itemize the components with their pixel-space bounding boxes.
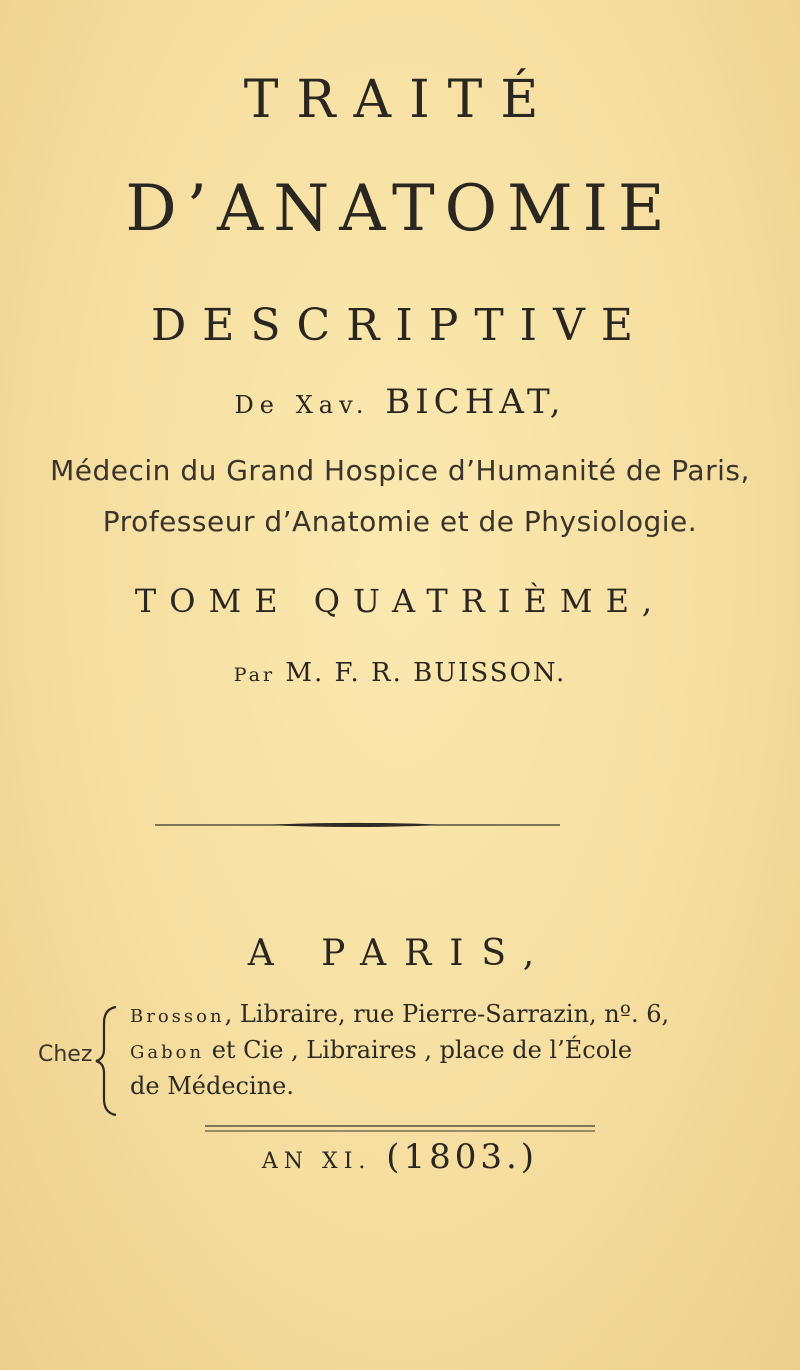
title-line-descriptive: DESCRIPTIVE xyxy=(151,300,649,351)
author-surname: BICHAT, xyxy=(385,382,566,422)
editor-line xyxy=(0,658,800,688)
publisher-name-gabon: Gabon xyxy=(130,1042,205,1063)
publisher-address-1: , Libraire, rue Pierre-Sarrazin, nº. 6, xyxy=(224,1000,670,1028)
title-line-traite: TRAITÉ xyxy=(243,70,557,130)
publisher-line-3: de Médecine. xyxy=(130,1072,294,1100)
double-rule xyxy=(205,1124,595,1134)
chez-label: Chez xyxy=(38,1042,93,1067)
date-an: AN XI. xyxy=(261,1149,372,1174)
date-year: (1803.) xyxy=(386,1137,539,1177)
publisher-address-2: et Cie , Libraires , place de l’École xyxy=(204,1036,633,1064)
author-prefix: De xyxy=(234,391,280,419)
author-qualification-2: Professeur d’Anatomie et de Physiologie. xyxy=(102,505,698,538)
editor-prefix: Par xyxy=(233,664,276,686)
left-brace xyxy=(94,1005,120,1117)
volume-line: TOME QUATRIÈME, xyxy=(134,582,666,620)
publisher-line-1 xyxy=(130,1000,669,1028)
place-line: A PARIS, xyxy=(247,933,553,974)
author-firstname: Xav. xyxy=(295,391,370,419)
author-line xyxy=(0,382,800,422)
author-qualification-1: Médecin du Grand Hospice d’Humanité de Paris, xyxy=(50,454,750,487)
ornamental-rule xyxy=(155,822,560,828)
date-line xyxy=(0,1137,800,1177)
publisher-line-2 xyxy=(130,1036,632,1064)
title-line-anatomie: D’ANATOMIE xyxy=(125,172,675,246)
publisher-name-brosson: Brosson xyxy=(130,1006,225,1027)
editor-name: M. F. R. BUISSON. xyxy=(285,658,567,688)
